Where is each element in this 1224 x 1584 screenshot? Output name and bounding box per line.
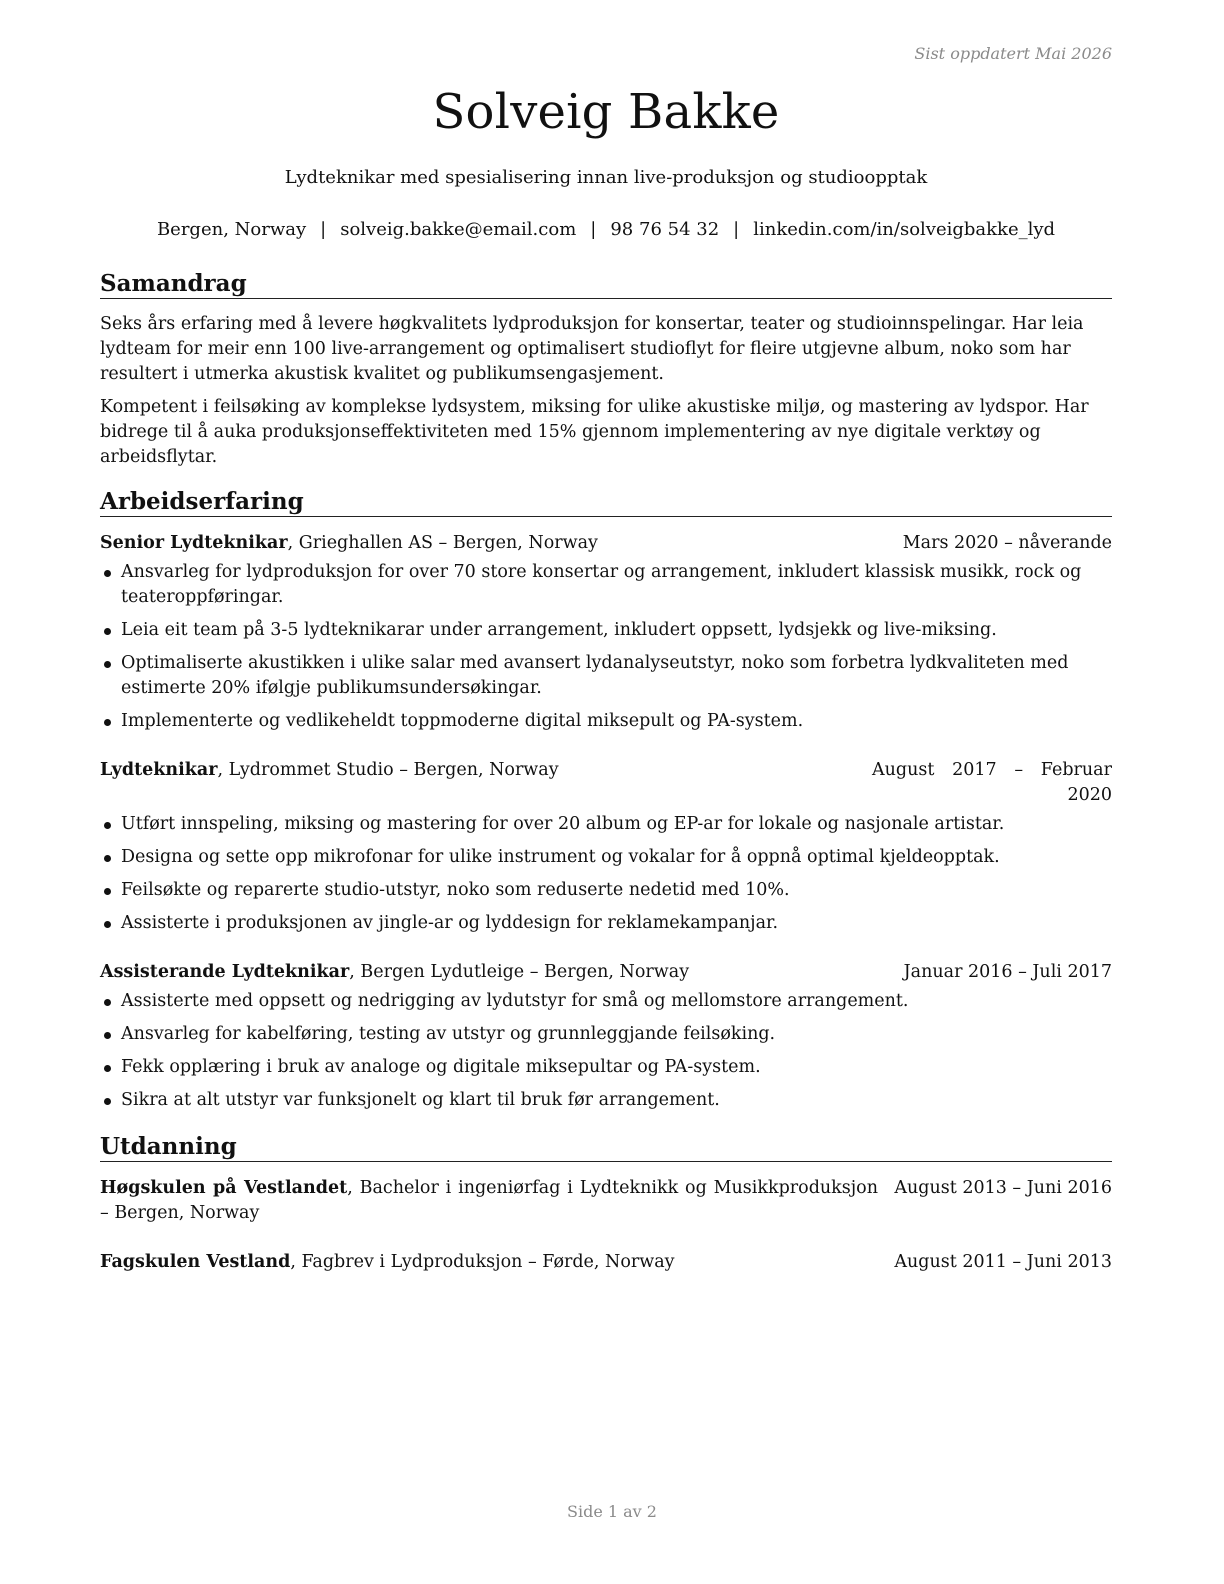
summary-section <box>100 270 1112 470</box>
tagline: Lydteknikar med spesialisering innan live-produksjon og studioopptak <box>284 167 928 188</box>
last-updated: Sist oppdatert Mai 2026 <box>914 44 1112 63</box>
education-detail: , Fagbrev i Lydproduksjon – Førde, Norway <box>290 1252 675 1272</box>
contact-line <box>100 219 1112 240</box>
contact-location: Bergen, Norway <box>156 219 307 240</box>
contact-phone: 98 76 54 32 <box>610 219 720 240</box>
job-entry <box>100 531 1112 734</box>
section-title-experience: Arbeidserfaring <box>100 488 1112 517</box>
resume-content <box>100 270 1112 1275</box>
job-bullets <box>100 812 1112 936</box>
job-bullet: Sikra at alt utstyr var funksjonelt og klart til bruk før arrangement. <box>100 1088 1112 1113</box>
education-school: Høgskulen på Vestlandet <box>100 1178 348 1198</box>
education-school: Fagskulen Vestland <box>100 1252 291 1272</box>
job-bullets <box>100 989 1112 1113</box>
job-role: Senior Lydteknikar <box>100 533 288 553</box>
contact-email[interactable]: solveig.bakke@email.com <box>340 219 577 240</box>
job-date: Januar 2016 – Juli 2017 <box>903 962 1112 982</box>
section-title-education: Utdanning <box>100 1133 1112 1162</box>
job-bullet: Optimaliserte akustikken i ulike salar med avansert lydanalyseutstyr, noko som forbetra lydkvaliteten med estimerte 20% ifølgje publikumsundersøkingar. <box>100 651 1112 701</box>
job-bullet: Fekk opplæring i bruk av analoge og digitale miksepultar og PA-system. <box>100 1055 1112 1080</box>
job-bullet: Ansvarleg for kabelføring, testing av utstyr og grunnleggjande feilsøking. <box>100 1022 1112 1047</box>
job-entry <box>100 758 1112 936</box>
contact-separator: | <box>590 219 597 240</box>
education-entry <box>100 1250 1112 1275</box>
candidate-name: Solveig Bakke <box>432 84 780 140</box>
contact-separator: | <box>733 219 740 240</box>
section-title-summary: Samandrag <box>100 270 1112 299</box>
job-bullet: Ansvarleg for lydproduksjon for over 70 store konsertar og arrangement, inkludert klassisk musikk, rock og teateroppføringar. <box>100 560 1112 610</box>
experience-section <box>100 488 1112 1113</box>
education-date: August 2013 – Juni 2016 <box>894 1178 1112 1198</box>
job-bullet: Assisterte i produksjonen av jingle-ar og lyddesign for reklamekampanjar. <box>100 911 1112 936</box>
summary-paragraph: Seks års erfaring med å levere høgkvalitets lydproduksjon for konsertar, teater og studioinnspelingar. Har leia lydteam for meir enn 100 live-arrangement og optimalisert studioflyt for fleire utgjevne album, noko som har resultert i utmerka akustisk kvalitet og publikumsengasjement. <box>100 314 1084 384</box>
job-date: August 2017 – Februar 2020 <box>872 760 1112 805</box>
job-role: Assisterande Lydteknikar <box>100 962 350 982</box>
education-detail: , Bachelor i ingeniørfag i Lydteknikk og Musikkproduksjon – Bergen, Norway <box>100 1178 878 1223</box>
contact-separator: | <box>320 219 327 240</box>
job-header <box>100 960 1112 985</box>
job-bullet: Designa og sette opp mikrofonar for ulike instrument og vokalar for å oppnå optimal kjeldeopptak. <box>100 845 1112 870</box>
job-org: , Lydrommet Studio – Bergen, Norway <box>217 760 559 780</box>
summary-paragraph: Kompetent i feilsøking av komplekse lydsystem, miksing for ulike akustiske miljø, og mastering av lydspor. Har bidrege til å auka produksjonseffektiviteten med 15% gjennom implementering av nye digitale verktøy og arbeidsflytar. <box>100 397 1089 467</box>
job-bullet: Implementerte og vedlikeheldt toppmoderne digital miksepult og PA-system. <box>100 709 1112 734</box>
job-bullets <box>100 560 1112 734</box>
job-bullet: Leia eit team på 3-5 lydteknikarar under arrangement, inkludert oppsett, lydsjekk og live-miksing. <box>100 618 1112 643</box>
job-org: , Grieghallen AS – Bergen, Norway <box>287 533 598 553</box>
job-date: Mars 2020 – nåverande <box>902 533 1112 553</box>
contact-linkedin[interactable]: linkedin.com/in/solveigbakke_lyd <box>753 219 1056 240</box>
job-bullet: Feilsøkte og reparerte studio-utstyr, noko som reduserte nedetid med 10%. <box>100 878 1112 903</box>
page-number: Side 1 av 2 <box>567 1502 657 1521</box>
job-role: Lydteknikar <box>100 760 218 780</box>
job-header <box>100 758 1112 808</box>
job-entry <box>100 960 1112 1113</box>
job-header <box>100 531 1112 556</box>
education-section <box>100 1133 1112 1275</box>
education-entry <box>100 1176 1112 1226</box>
job-bullet: Utført innspeling, miksing og mastering for over 20 album og EP-ar for lokale og nasjonale artistar. <box>100 812 1112 837</box>
education-date: August 2011 – Juni 2013 <box>894 1252 1112 1272</box>
job-bullet: Assisterte med oppsett og nedrigging av lydutstyr for små og mellomstore arrangement. <box>100 989 1112 1014</box>
job-org: , Bergen Lydutleige – Bergen, Norway <box>349 962 690 982</box>
